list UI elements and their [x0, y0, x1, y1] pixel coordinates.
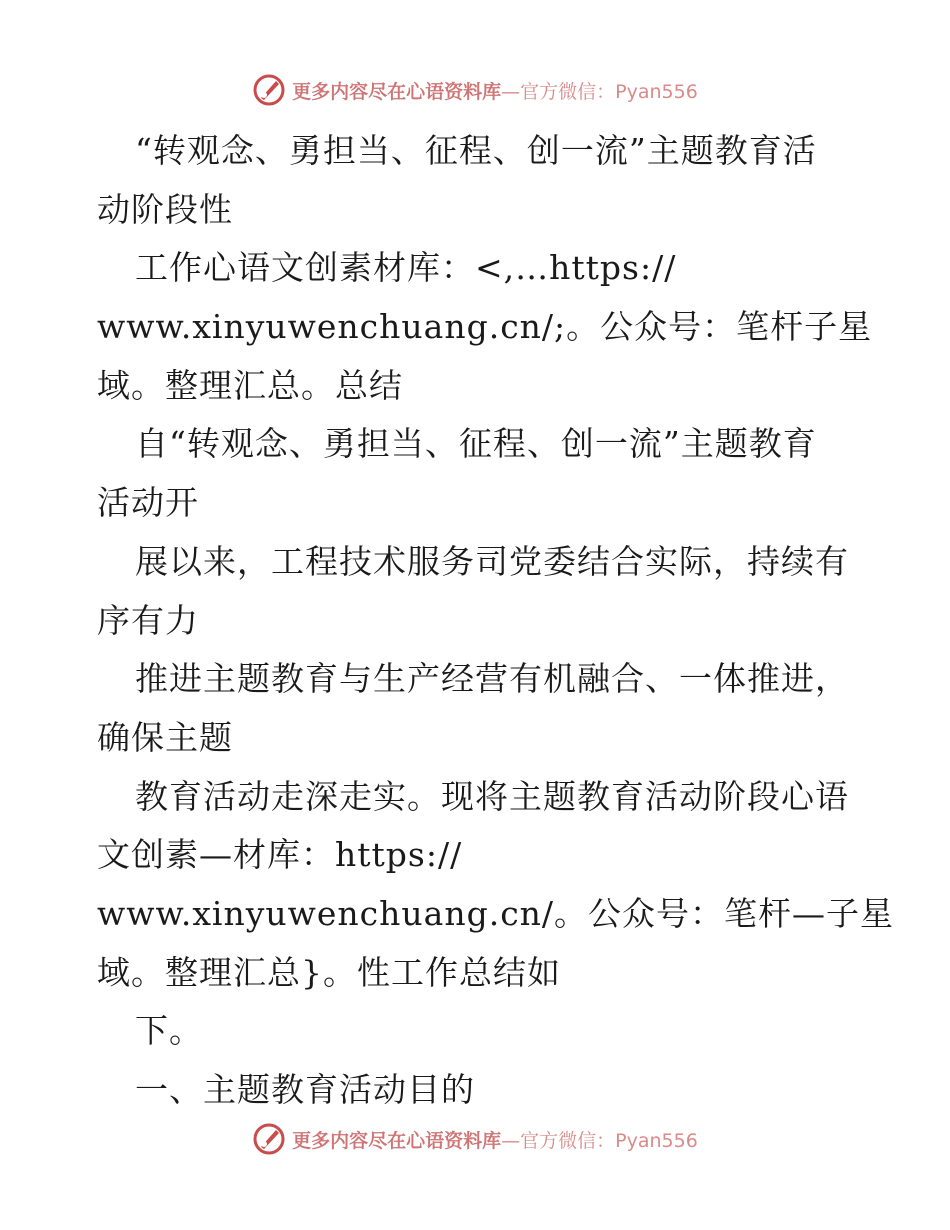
body-line: 域。整理汇总}。性工作总结如 — [97, 952, 561, 992]
body-line: 确保主题 — [97, 717, 233, 757]
body-line: www.xinyuwenchuang.cn/。公众号：笔杆—子星 — [97, 893, 895, 933]
footer-banner — [0, 1119, 950, 1159]
body-line: 序有力 — [97, 600, 199, 640]
header-banner-text — [292, 77, 698, 104]
footer-banner-text — [292, 1126, 698, 1153]
body-line: 工作心语文创素材库：<,…https:// — [135, 248, 677, 288]
header-banner — [0, 70, 950, 110]
body-line: 域。整理汇总。总结 — [97, 365, 403, 405]
quill-logo-icon — [252, 1122, 286, 1156]
body-line: 文创素—材库：https:// — [97, 835, 463, 875]
body-line: www.xinyuwenchuang.cn/;。公众号：笔杆子星 — [97, 307, 873, 347]
body-line: 教育活动走深走实。现将主题教育活动阶段心语 — [135, 776, 849, 816]
body-line: “转观念、勇担当、征程、创一流”主题教育活 — [135, 131, 817, 170]
header-banner-title: 更多内容尽在心语资料库 — [292, 80, 502, 103]
document-body — [97, 122, 895, 1120]
body-line: 活动开 — [97, 483, 199, 523]
body-line: 下。 — [135, 1011, 203, 1051]
body-line: 展以来，工程技术服务司党委结合实际，持续有 — [135, 541, 849, 581]
header-banner-contact: —官方微信：Pyan556 — [501, 80, 698, 103]
footer-banner-contact: —官方微信：Pyan556 — [501, 1129, 698, 1152]
body-line: 自“转观念、勇担当、征程、创一流”主题教育 — [135, 424, 817, 464]
body-line: 推进主题教育与生产经营有机融合、一体推进， — [135, 659, 849, 699]
footer-banner-title: 更多内容尽在心语资料库 — [292, 1129, 502, 1152]
quill-logo-icon — [252, 73, 286, 107]
section-heading: 一、主题教育活动目的 — [135, 1070, 475, 1109]
body-line: 动阶段性 — [97, 189, 233, 229]
